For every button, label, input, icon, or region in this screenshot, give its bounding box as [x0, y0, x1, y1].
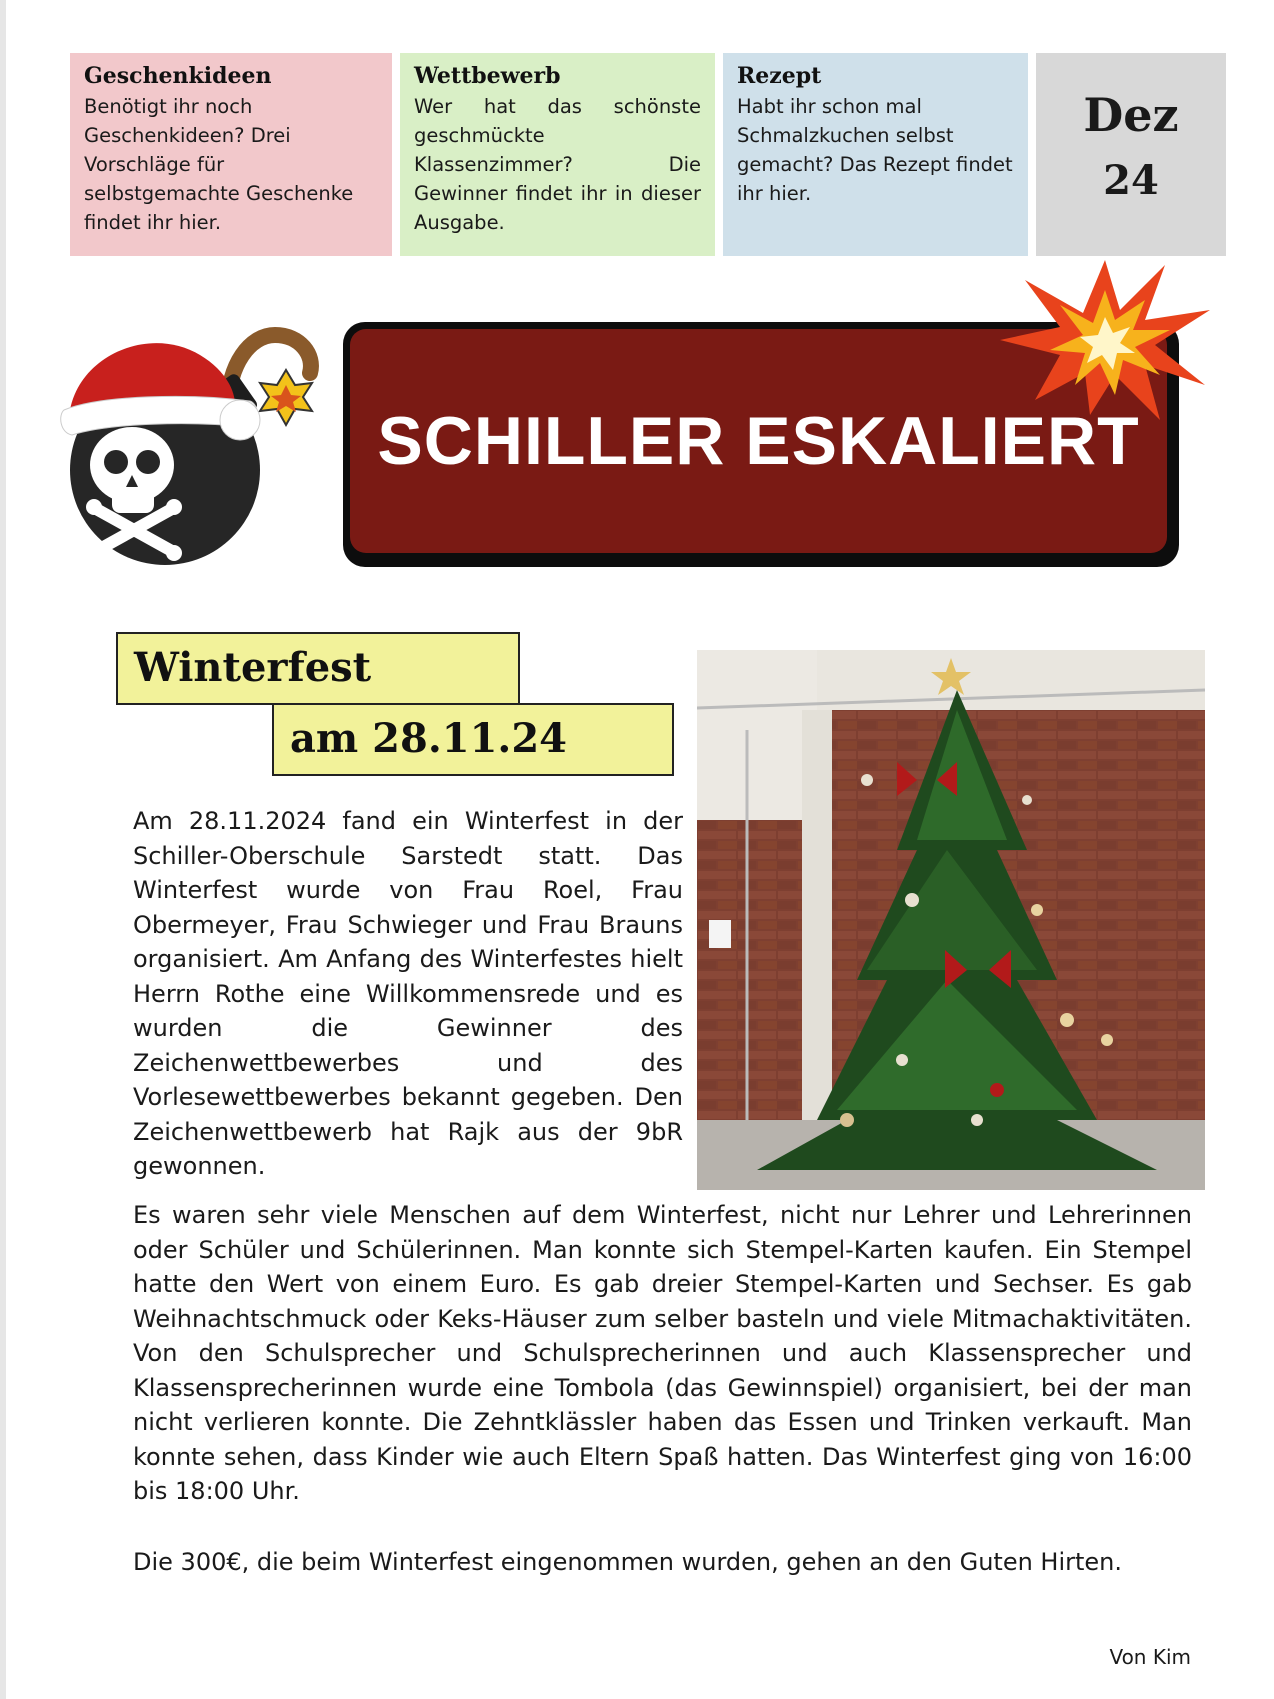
teaser-title: Geschenkideen — [84, 63, 272, 89]
teaser-title: Rezept — [737, 63, 822, 89]
page-left-edge — [0, 0, 6, 1699]
article-author: Von Kim — [1109, 1645, 1191, 1669]
issue-date-box — [1036, 53, 1226, 256]
teaser-text: Wer hat das schönste geschmückte Klassenzimmer? Die Gewinner findet ihr in dieser Ausgabe. — [414, 95, 701, 234]
article-paragraph-1: Am 28.11.2024 fand ein Winterfest in der Schiller-Oberschule Sarstedt statt. Das Winterfest wurde von Frau Roel, Frau Obermeyer, Frau Schwieger und Frau Brauns organisiert. Am Anfang des Winterfestes hielt Herrn Rothe eine Willkommensrede und es wurden die Gewinner des Zeichenwettbewerbes und des Vorlesewettbewerbes bekannt gegeben. Den Zeichenwettbewerb hat Rajk aus der 9bR gewonnen. — [133, 807, 683, 1180]
bomb-mascot-icon — [60, 315, 330, 575]
newspaper-title: SCHILLER ESKALIERT — [377, 403, 1140, 479]
article-paragraph-3: Die 300€, die beim Winterfest eingenommen wurden, gehen an den Guten Hirten. — [133, 1548, 1123, 1576]
teaser-rezept[interactable] — [723, 53, 1028, 256]
article-heading-line2: am 28.11.24 — [272, 703, 674, 776]
teaser-text: Habt ihr schon mal Schmalzkuchen selbst gemacht? Das Rezept findet ihr hier. — [737, 95, 1013, 205]
christmas-tree-illustration — [697, 650, 1205, 1190]
teaser-text: Benötigt ihr noch Geschenkideen? Drei Vorschläge für selbstgemachte Geschenke findet ihr hier. — [84, 95, 354, 234]
teaser-wettbewerb[interactable] — [400, 53, 715, 256]
christmas-tree-photo — [697, 650, 1205, 1190]
explosion-icon — [995, 255, 1215, 425]
teaser-title: Wettbewerb — [414, 63, 561, 89]
article-paragraph-2: Es waren sehr viele Menschen auf dem Winterfest, nicht nur Lehrer und Lehrerinnen oder Schüler und Schülerinnen. Man konnte sich Stempel-Karten kaufen. Ein Stempel hatte den Wert von einem Euro. Es gab dreier Stempel-Karten und Sechser. Es gab Weihnachtschmuck oder Keks-Häuser zum selber basteln und viele Mitmachaktivitäten. Von den Schulsprecher und Schulsprecherinnen und auch Klassensprecher und Klassensprecherinnen wurde eine Tombola (das Gewinnspiel) organisiert, bei der man nicht verlieren konnte. Die Zehntklässler haben das Essen und Trinken verkauft. Man konnte sehen, dass Kinder wie auch Eltern Spaß hatten. Das Winterfest ging von 16:00 bis 18:00 Uhr. — [133, 1201, 1192, 1505]
article-heading-line1: Winterfest — [116, 632, 520, 705]
issue-year: 24 — [1103, 157, 1159, 204]
teaser-geschenkideen[interactable] — [70, 53, 392, 256]
issue-month: Dez — [1083, 88, 1179, 142]
